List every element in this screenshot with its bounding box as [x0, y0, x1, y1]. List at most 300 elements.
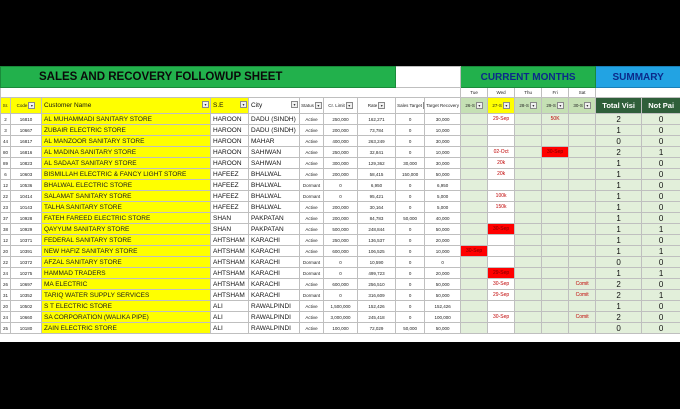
- cell-code[interactable]: 10372: [11, 257, 42, 268]
- cell-np[interactable]: 0: [642, 213, 680, 224]
- cell-cr[interactable]: 400,000: [324, 136, 358, 147]
- cell-cr[interactable]: 200,000: [324, 213, 358, 224]
- cell-d1[interactable]: [461, 136, 488, 147]
- cell-cr[interactable]: 600,000: [324, 246, 358, 257]
- cell-code[interactable]: 10697: [11, 279, 42, 290]
- cell-rate[interactable]: 84,783: [358, 213, 396, 224]
- cell-sr[interactable]: 25: [1, 323, 11, 334]
- cell-d5[interactable]: [569, 257, 596, 268]
- cell-status[interactable]: Active: [300, 213, 324, 224]
- cell-d1[interactable]: [461, 290, 488, 301]
- cell-rate[interactable]: 72,029: [358, 323, 396, 334]
- cell-sales[interactable]: 0: [396, 114, 425, 125]
- cell-d5[interactable]: Comit: [569, 312, 596, 323]
- cell-city[interactable]: KARACHI: [249, 235, 300, 246]
- cell-se[interactable]: HAROON: [211, 136, 249, 147]
- cell-rate[interactable]: 6,950: [358, 180, 396, 191]
- cell-status[interactable]: Active: [300, 169, 324, 180]
- cell-cr[interactable]: 0: [324, 257, 358, 268]
- cell-rate[interactable]: 30,164: [358, 202, 396, 213]
- cell-total[interactable]: 1: [596, 235, 642, 246]
- cell-code[interactable]: 10667: [11, 125, 42, 136]
- cell-city[interactable]: MAHAR: [249, 136, 300, 147]
- cell-d2[interactable]: [488, 246, 515, 257]
- cell-sr[interactable]: 20: [1, 301, 11, 312]
- cell-sr[interactable]: 31: [1, 290, 11, 301]
- cell-d4[interactable]: [542, 136, 569, 147]
- cell-np[interactable]: 0: [642, 312, 680, 323]
- cell-d2[interactable]: 150k: [488, 202, 515, 213]
- cell-city[interactable]: BHALWAL: [249, 180, 300, 191]
- cell-status[interactable]: Active: [300, 136, 324, 147]
- cell-d2[interactable]: 29-Sep: [488, 290, 515, 301]
- cell-d4[interactable]: [542, 125, 569, 136]
- cell-d1[interactable]: [461, 301, 488, 312]
- cell-total[interactable]: 1: [596, 202, 642, 213]
- cell-city[interactable]: RAWALPINDI: [249, 301, 300, 312]
- cell-code[interactable]: 10143: [11, 202, 42, 213]
- cell-city[interactable]: PAKPATAN: [249, 224, 300, 235]
- cell-d4[interactable]: [542, 224, 569, 235]
- cell-cr[interactable]: 3,000,000: [324, 312, 358, 323]
- cell-total[interactable]: 1: [596, 158, 642, 169]
- cell-status[interactable]: Active: [300, 202, 324, 213]
- cell-code[interactable]: 10180: [11, 323, 42, 334]
- cell-d2[interactable]: 30-Sep: [488, 312, 515, 323]
- filter-dropdown-icon[interactable]: ▾: [530, 102, 537, 109]
- cell-status[interactable]: Active: [300, 224, 324, 235]
- cell-name[interactable]: TARIQ WATER SUPPLY SERVICES: [42, 290, 211, 301]
- cell-total[interactable]: 0: [596, 257, 642, 268]
- cell-np[interactable]: 1: [642, 290, 680, 301]
- cell-d3[interactable]: [515, 224, 542, 235]
- cell-d5[interactable]: [569, 323, 596, 334]
- cell-total[interactable]: 1: [596, 180, 642, 191]
- cell-target[interactable]: 50,000: [425, 224, 461, 235]
- cell-sales[interactable]: 0: [396, 136, 425, 147]
- cell-d4[interactable]: [542, 213, 569, 224]
- cell-d4[interactable]: [542, 191, 569, 202]
- cell-sr[interactable]: 3: [1, 125, 11, 136]
- cell-status[interactable]: Active: [300, 312, 324, 323]
- cell-d2[interactable]: 30-Sep: [488, 224, 515, 235]
- cell-status[interactable]: Active: [300, 158, 324, 169]
- cell-name[interactable]: AL SADAAT SANITARY STORE: [42, 158, 211, 169]
- cell-name[interactable]: NEW HAFIZ SANITARY STORE: [42, 246, 211, 257]
- cell-sales[interactable]: 0: [396, 180, 425, 191]
- cell-target[interactable]: 10,000: [425, 246, 461, 257]
- cell-d3[interactable]: [515, 279, 542, 290]
- cell-d5[interactable]: Comit: [569, 290, 596, 301]
- cell-d2[interactable]: [488, 213, 515, 224]
- cell-sales[interactable]: 30,000: [396, 158, 425, 169]
- cell-d1[interactable]: [461, 213, 488, 224]
- cell-d3[interactable]: [515, 312, 542, 323]
- cell-sr[interactable]: 24: [1, 312, 11, 323]
- cell-d3[interactable]: [515, 301, 542, 312]
- cell-sales[interactable]: 0: [396, 279, 425, 290]
- cell-d1[interactable]: [461, 312, 488, 323]
- cell-d4[interactable]: [542, 246, 569, 257]
- cell-sr[interactable]: 37: [1, 213, 11, 224]
- filter-dropdown-icon[interactable]: ▾: [291, 101, 298, 108]
- cell-cr[interactable]: 0: [324, 180, 358, 191]
- cell-d3[interactable]: [515, 180, 542, 191]
- cell-sr[interactable]: 26: [1, 279, 11, 290]
- cell-rate[interactable]: 152,426: [358, 301, 396, 312]
- cell-se[interactable]: HAFEEZ: [211, 191, 249, 202]
- cell-sales[interactable]: 0: [396, 235, 425, 246]
- cell-sr[interactable]: 20: [1, 246, 11, 257]
- cell-city[interactable]: BHALWAL: [249, 191, 300, 202]
- cell-d4[interactable]: [542, 235, 569, 246]
- cell-city[interactable]: DADU (SINDH): [249, 114, 300, 125]
- cell-name[interactable]: HAMMAD TRADERS: [42, 268, 211, 279]
- cell-d5[interactable]: [569, 125, 596, 136]
- cell-code[interactable]: 16810: [11, 114, 42, 125]
- cell-name[interactable]: AL MANZOOR SANITARY STORE: [42, 136, 211, 147]
- cell-se[interactable]: SHAN: [211, 213, 249, 224]
- cell-status[interactable]: Active: [300, 323, 324, 334]
- cell-status[interactable]: Active: [300, 125, 324, 136]
- header-day-4[interactable]: [542, 98, 569, 114]
- cell-sales[interactable]: 0: [396, 246, 425, 257]
- cell-se[interactable]: HAFEEZ: [211, 202, 249, 213]
- cell-se[interactable]: ALI: [211, 312, 249, 323]
- cell-sales[interactable]: 0: [396, 224, 425, 235]
- cell-d1[interactable]: [461, 147, 488, 158]
- cell-np[interactable]: 0: [642, 202, 680, 213]
- cell-status[interactable]: Active: [300, 114, 324, 125]
- cell-np[interactable]: 0: [642, 279, 680, 290]
- cell-status[interactable]: Active: [300, 301, 324, 312]
- cell-city[interactable]: BHALWAL: [249, 202, 300, 213]
- cell-d4[interactable]: [542, 312, 569, 323]
- cell-sr[interactable]: 24: [1, 268, 11, 279]
- cell-d4[interactable]: [542, 180, 569, 191]
- cell-rate[interactable]: 10,590: [358, 257, 396, 268]
- cell-d5[interactable]: [569, 235, 596, 246]
- cell-cr[interactable]: 300,000: [324, 158, 358, 169]
- cell-sales[interactable]: 0: [396, 312, 425, 323]
- cell-total[interactable]: 1: [596, 301, 642, 312]
- filter-dropdown-icon[interactable]: ▾: [28, 102, 35, 109]
- cell-d2[interactable]: 20k: [488, 169, 515, 180]
- cell-d5[interactable]: [569, 202, 596, 213]
- cell-d4[interactable]: [542, 158, 569, 169]
- cell-cr[interactable]: 0: [324, 191, 358, 202]
- cell-d3[interactable]: [515, 125, 542, 136]
- cell-d2[interactable]: 20k: [488, 158, 515, 169]
- cell-status[interactable]: Dormant: [300, 268, 324, 279]
- cell-np[interactable]: 0: [642, 323, 680, 334]
- cell-city[interactable]: KARACHI: [249, 279, 300, 290]
- cell-total[interactable]: 2: [596, 114, 642, 125]
- cell-target[interactable]: 10,000: [425, 125, 461, 136]
- header-code[interactable]: [11, 98, 42, 114]
- cell-city[interactable]: SAHIWAN: [249, 158, 300, 169]
- cell-d1[interactable]: [461, 180, 488, 191]
- cell-rate[interactable]: 129,362: [358, 158, 396, 169]
- cell-d3[interactable]: [515, 246, 542, 257]
- cell-status[interactable]: Dormant: [300, 257, 324, 268]
- cell-d1[interactable]: [461, 125, 488, 136]
- cell-code[interactable]: 10660: [11, 312, 42, 323]
- cell-rate[interactable]: 245,418: [358, 312, 396, 323]
- cell-cr[interactable]: 600,000: [324, 279, 358, 290]
- header-target-recovery[interactable]: [425, 98, 461, 114]
- cell-target[interactable]: 5,000: [425, 191, 461, 202]
- cell-d3[interactable]: [515, 290, 542, 301]
- cell-code[interactable]: 16816: [11, 147, 42, 158]
- cell-name[interactable]: AFZAL SANITARY STORE: [42, 257, 211, 268]
- filter-dropdown-icon[interactable]: ▾: [503, 102, 510, 109]
- cell-total[interactable]: 2: [596, 147, 642, 158]
- cell-total[interactable]: 0: [596, 323, 642, 334]
- cell-se[interactable]: HAROON: [211, 114, 249, 125]
- cell-d1[interactable]: [461, 323, 488, 334]
- cell-city[interactable]: DADU (SINDH): [249, 125, 300, 136]
- cell-se[interactable]: AHTSHAM: [211, 268, 249, 279]
- cell-total[interactable]: 1: [596, 169, 642, 180]
- cell-d3[interactable]: [515, 323, 542, 334]
- cell-np[interactable]: 0: [642, 169, 680, 180]
- cell-rate[interactable]: 162,271: [358, 114, 396, 125]
- cell-d5[interactable]: [569, 246, 596, 257]
- cell-se[interactable]: ALI: [211, 301, 249, 312]
- cell-total[interactable]: 2: [596, 279, 642, 290]
- cell-target[interactable]: 50,000: [425, 290, 461, 301]
- cell-se[interactable]: HAROON: [211, 158, 249, 169]
- filter-dropdown-icon[interactable]: ▾: [557, 102, 564, 109]
- header-customer[interactable]: [42, 98, 211, 114]
- cell-sr[interactable]: 6: [1, 169, 11, 180]
- header-status[interactable]: [300, 98, 324, 114]
- cell-d3[interactable]: [515, 268, 542, 279]
- cell-cr[interactable]: 200,000: [324, 202, 358, 213]
- cell-np[interactable]: 0: [642, 301, 680, 312]
- cell-se[interactable]: AHTSHAM: [211, 246, 249, 257]
- cell-d4[interactable]: [542, 301, 569, 312]
- cell-code[interactable]: 10603: [11, 169, 42, 180]
- cell-name[interactable]: BHALWAL ELECTRIC STORE: [42, 180, 211, 191]
- cell-target[interactable]: 50,000: [425, 279, 461, 290]
- cell-np[interactable]: 1: [642, 268, 680, 279]
- cell-d1[interactable]: [461, 224, 488, 235]
- cell-cr[interactable]: 200,000: [324, 125, 358, 136]
- cell-d2[interactable]: [488, 235, 515, 246]
- header-cr-limit[interactable]: [324, 98, 358, 114]
- cell-d5[interactable]: [569, 224, 596, 235]
- cell-total[interactable]: 0: [596, 136, 642, 147]
- cell-name[interactable]: AL MADINA SANITARY STORE: [42, 147, 211, 158]
- cell-total[interactable]: 1: [596, 268, 642, 279]
- cell-se[interactable]: ALI: [211, 323, 249, 334]
- cell-d3[interactable]: [515, 257, 542, 268]
- header-not-paid[interactable]: [642, 98, 680, 114]
- cell-d1[interactable]: [461, 268, 488, 279]
- cell-cr[interactable]: 250,000: [324, 114, 358, 125]
- header-se[interactable]: [211, 98, 249, 114]
- cell-cr[interactable]: 200,000: [324, 169, 358, 180]
- cell-np[interactable]: 0: [642, 235, 680, 246]
- header-day-1[interactable]: [461, 98, 488, 114]
- header-day-3[interactable]: [515, 98, 542, 114]
- cell-d2[interactable]: [488, 301, 515, 312]
- header-day-5[interactable]: [569, 98, 596, 114]
- cell-d2[interactable]: [488, 136, 515, 147]
- cell-rate[interactable]: 58,415: [358, 169, 396, 180]
- cell-sales[interactable]: 0: [396, 257, 425, 268]
- cell-d4[interactable]: [542, 257, 569, 268]
- cell-target[interactable]: 0: [425, 257, 461, 268]
- cell-name[interactable]: AL MUHAMMADI SANITARY STORE: [42, 114, 211, 125]
- cell-name[interactable]: FATEH FAREED ELECTRIC STORE: [42, 213, 211, 224]
- cell-target[interactable]: 152,426: [425, 301, 461, 312]
- cell-city[interactable]: KARACHI: [249, 257, 300, 268]
- cell-sr[interactable]: 23: [1, 202, 11, 213]
- cell-sr[interactable]: 2: [1, 114, 11, 125]
- cell-d5[interactable]: [569, 136, 596, 147]
- cell-code[interactable]: 10929: [11, 224, 42, 235]
- cell-city[interactable]: KARACHI: [249, 246, 300, 257]
- cell-d1[interactable]: [461, 202, 488, 213]
- cell-rate[interactable]: 32,841: [358, 147, 396, 158]
- cell-d1[interactable]: 30-Sep: [461, 246, 488, 257]
- cell-sr[interactable]: 38: [1, 224, 11, 235]
- cell-code[interactable]: 10928: [11, 213, 42, 224]
- cell-d3[interactable]: [515, 213, 542, 224]
- cell-d4[interactable]: 50K: [542, 114, 569, 125]
- cell-se[interactable]: HAFEEZ: [211, 180, 249, 191]
- cell-target[interactable]: 50,000: [425, 323, 461, 334]
- cell-status[interactable]: Dormant: [300, 180, 324, 191]
- cell-total[interactable]: 1: [596, 213, 642, 224]
- header-city[interactable]: [249, 98, 300, 114]
- cell-sales[interactable]: 0: [396, 301, 425, 312]
- cell-target[interactable]: 50,000: [425, 169, 461, 180]
- cell-d5[interactable]: [569, 169, 596, 180]
- cell-np[interactable]: 1: [642, 224, 680, 235]
- cell-sales[interactable]: 0: [396, 290, 425, 301]
- cell-d1[interactable]: [461, 257, 488, 268]
- cell-name[interactable]: SA CORPORATION (WALIKA PIPE): [42, 312, 211, 323]
- cell-sales[interactable]: 0: [396, 268, 425, 279]
- header-day-2[interactable]: [488, 98, 515, 114]
- cell-se[interactable]: AHTSHAM: [211, 279, 249, 290]
- cell-np[interactable]: 1: [642, 246, 680, 257]
- cell-code[interactable]: 10823: [11, 158, 42, 169]
- filter-dropdown-icon[interactable]: ▾: [476, 102, 483, 109]
- cell-code[interactable]: 10502: [11, 301, 42, 312]
- cell-city[interactable]: RAWALPINDI: [249, 312, 300, 323]
- cell-d1[interactable]: [461, 235, 488, 246]
- cell-rate[interactable]: 256,510: [358, 279, 396, 290]
- cell-d5[interactable]: [569, 158, 596, 169]
- cell-d5[interactable]: Comit: [569, 279, 596, 290]
- cell-d2[interactable]: 30-Sep: [488, 279, 515, 290]
- header-total-visits[interactable]: [596, 98, 642, 114]
- cell-d4[interactable]: 30-Sep: [542, 147, 569, 158]
- cell-sr[interactable]: 44: [1, 136, 11, 147]
- cell-target[interactable]: 20,000: [425, 235, 461, 246]
- header-rate[interactable]: [358, 98, 396, 114]
- cell-total[interactable]: 2: [596, 312, 642, 323]
- cell-sr[interactable]: 89: [1, 158, 11, 169]
- cell-d1[interactable]: [461, 279, 488, 290]
- cell-total[interactable]: 1: [596, 246, 642, 257]
- cell-d4[interactable]: [542, 268, 569, 279]
- cell-d4[interactable]: [542, 279, 569, 290]
- cell-cr[interactable]: 0: [324, 290, 358, 301]
- filter-dropdown-icon[interactable]: ▾: [240, 101, 247, 108]
- cell-sr[interactable]: 22: [1, 191, 11, 202]
- cell-d3[interactable]: [515, 136, 542, 147]
- cell-name[interactable]: FEDERAL SANITARY STORE: [42, 235, 211, 246]
- cell-code[interactable]: 10352: [11, 290, 42, 301]
- cell-se[interactable]: AHTSHAM: [211, 257, 249, 268]
- cell-name[interactable]: S T ELECTRIC STORE: [42, 301, 211, 312]
- cell-d1[interactable]: [461, 169, 488, 180]
- cell-d5[interactable]: [569, 147, 596, 158]
- cell-sales[interactable]: 50,000: [396, 323, 425, 334]
- cell-np[interactable]: 0: [642, 114, 680, 125]
- cell-d4[interactable]: [542, 202, 569, 213]
- cell-status[interactable]: Dormant: [300, 290, 324, 301]
- filter-dropdown-icon[interactable]: ▾: [346, 102, 353, 109]
- cell-d2[interactable]: [488, 323, 515, 334]
- cell-cr[interactable]: 500,000: [324, 224, 358, 235]
- cell-city[interactable]: BHALWAL: [249, 169, 300, 180]
- cell-city[interactable]: PAKPATAN: [249, 213, 300, 224]
- cell-rate[interactable]: 95,421: [358, 191, 396, 202]
- cell-target[interactable]: 20,000: [425, 268, 461, 279]
- cell-city[interactable]: RAWALPINDI: [249, 323, 300, 334]
- header-sr[interactable]: [1, 98, 11, 114]
- cell-sales[interactable]: 0: [396, 191, 425, 202]
- cell-name[interactable]: ZUBAIR ELECTRIC STORE: [42, 125, 211, 136]
- cell-np[interactable]: 0: [642, 257, 680, 268]
- cell-se[interactable]: AHTSHAM: [211, 290, 249, 301]
- cell-total[interactable]: 1: [596, 125, 642, 136]
- cell-total[interactable]: 1: [596, 191, 642, 202]
- cell-d3[interactable]: [515, 158, 542, 169]
- cell-d3[interactable]: [515, 169, 542, 180]
- cell-se[interactable]: AHTSHAM: [211, 235, 249, 246]
- cell-d2[interactable]: [488, 180, 515, 191]
- cell-d5[interactable]: [569, 191, 596, 202]
- cell-d3[interactable]: [515, 235, 542, 246]
- cell-code[interactable]: 10275: [11, 268, 42, 279]
- cell-d5[interactable]: [569, 114, 596, 125]
- filter-active-icon[interactable]: ▾: [202, 101, 209, 108]
- cell-d4[interactable]: [542, 290, 569, 301]
- cell-status[interactable]: Active: [300, 235, 324, 246]
- cell-np[interactable]: 0: [642, 191, 680, 202]
- cell-se[interactable]: SHAN: [211, 224, 249, 235]
- cell-name[interactable]: MA ELECTRIC: [42, 279, 211, 290]
- header-sales-target[interactable]: [396, 98, 425, 114]
- cell-target[interactable]: 30,000: [425, 158, 461, 169]
- cell-name[interactable]: BISMILLAH ELECTRIC & FANCY LIGHT STORE: [42, 169, 211, 180]
- cell-target[interactable]: 100,000: [425, 312, 461, 323]
- filter-dropdown-icon[interactable]: ▾: [378, 102, 385, 109]
- cell-sales[interactable]: 150,000: [396, 169, 425, 180]
- cell-code[interactable]: 10391: [11, 246, 42, 257]
- cell-rate[interactable]: 106,525: [358, 246, 396, 257]
- cell-d2[interactable]: [488, 125, 515, 136]
- cell-d3[interactable]: [515, 202, 542, 213]
